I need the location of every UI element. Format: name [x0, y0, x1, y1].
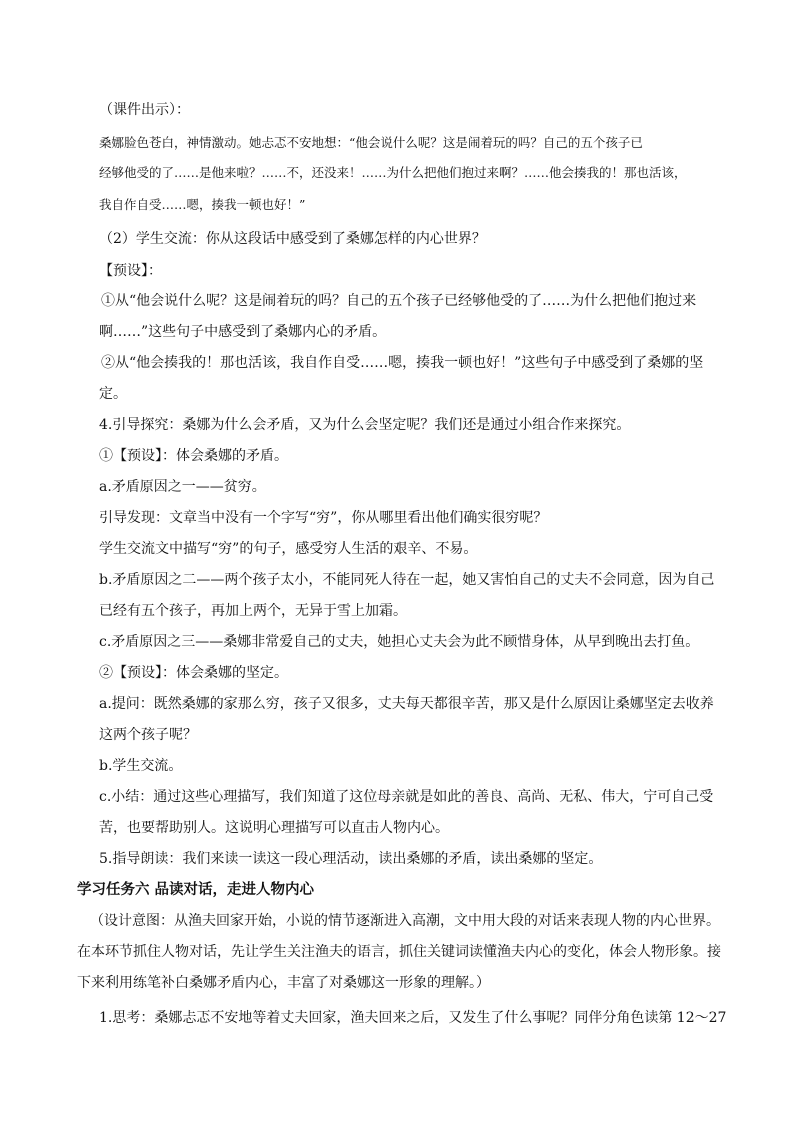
quote-line-2: 经够他受的了……是他来啦？……不，还没来！……为什么把他们抱过来啊？……他会揍我的！那也活该， [99, 165, 687, 180]
preset-1-line-2: 啊……”这些句子中感受到了桑娜内心的矛盾。 [99, 324, 387, 340]
preset-contradiction: ①【预设】：体会桑娜的矛盾。 [99, 448, 288, 464]
preset-firmness: ②【预设】：体会桑娜的坚定。 [99, 665, 288, 681]
courseware-label: （课件出示）： [99, 102, 190, 118]
preset-2-line-1: ②从“他会揍我的！那也活该，我自作自受……嗯，揍我一顿也好！”这些句子中感受到了桑娜的坚 [101, 355, 704, 371]
question-a-line-1: a.提问：既然桑娜的家那么穷，孩子又很多，丈夫每天都很辛苦，那又是什么原因让桑娜坚定去收养 [99, 696, 714, 712]
student-exchange-question: （2）学生交流：你从这段话中感受到了桑娜怎样的内心世界？ [99, 231, 486, 247]
guided-discovery: 引导发现：文章当中没有一个字写“穷”，你从哪里看出他们确实很穷呢？ [99, 510, 548, 526]
design-intent-line-3: 下来利用练笔补白桑娜矛盾内心，丰富了对桑娜这一形象的理解。） [77, 975, 490, 991]
reason-a-poverty: a.矛盾原因之一——贫穷。 [99, 479, 266, 495]
student-exchange-b: b.学生交流。 [99, 758, 183, 774]
question-a-line-2: 这两个孩子呢？ [99, 727, 197, 743]
step-1-think: 1.思考：桑娜忐忑不安地等着丈夫回家，渔夫回来之后，又发生了什么事呢？同伴分角色读第 12～27 [99, 1010, 727, 1026]
reason-c: c.矛盾原因之三——桑娜非常爱自己的丈夫，她担心丈夫会为此不顾惜身体，从早到晚出去打鱼。 [99, 634, 700, 650]
student-exchange-poor: 学生交流文中描写“穷”的句子，感受穷人生活的艰辛、不易。 [99, 541, 478, 557]
preset-2-line-2: 定。 [99, 386, 127, 402]
step-4-guided-inquiry: 4.引导探究：桑娜为什么会矛盾，又为什么会坚定呢？我们还是通过小组合作来探究。 [99, 417, 631, 433]
quote-line-3: 我自作自受……嗯，揍我一顿也好！” [99, 197, 306, 212]
design-intent-line-2: 在本环节抓住人物对话，先让学生关注渔夫的语言，抓住关键词读懂渔夫内心的变化，体会人物形象。接 [77, 944, 721, 960]
design-intent-line-1: （设计意图：从渔夫回家开始，小说的情节逐渐进入高潮，文中用大段的对话来表现人物的内心世界。 [90, 913, 720, 929]
summary-c-line-1: c.小结：通过这些心理描写，我们知道了这位母亲就是如此的善良、高尚、无私、伟大，宁可自己受 [99, 789, 714, 805]
quote-line-1: 桑娜脸色苍白，神情激动。她忐忑不安地想：“他会说什么呢？这是闹着玩的吗？自己的五个孩子已 [99, 135, 643, 150]
preset-label: 【预设】： [99, 263, 162, 279]
reason-b-line-2: 已经有五个孩子，再加上两个，无异于雪上加霜。 [99, 603, 407, 619]
step-5-reading-guide: 5.指导朗读：我们来读一读这一段心理活动，读出桑娜的矛盾，读出桑娜的坚定。 [99, 851, 603, 867]
task-six-heading: 学习任务六 品读对话，走进人物内心 [77, 881, 315, 898]
reason-b-line-1: b.矛盾原因之二——两个孩子太小，不能同死人待在一起，她又害怕自己的丈夫不会同意，因为自己 [99, 572, 715, 588]
preset-1-line-1: ①从“他会说什么呢？这是闹着玩的吗？自己的五个孩子已经够他受的了……为什么把他们抱过来 [101, 293, 697, 309]
summary-c-line-2: 苦，也要帮助别人。这说明心理描写可以直击人物内心。 [99, 820, 449, 836]
